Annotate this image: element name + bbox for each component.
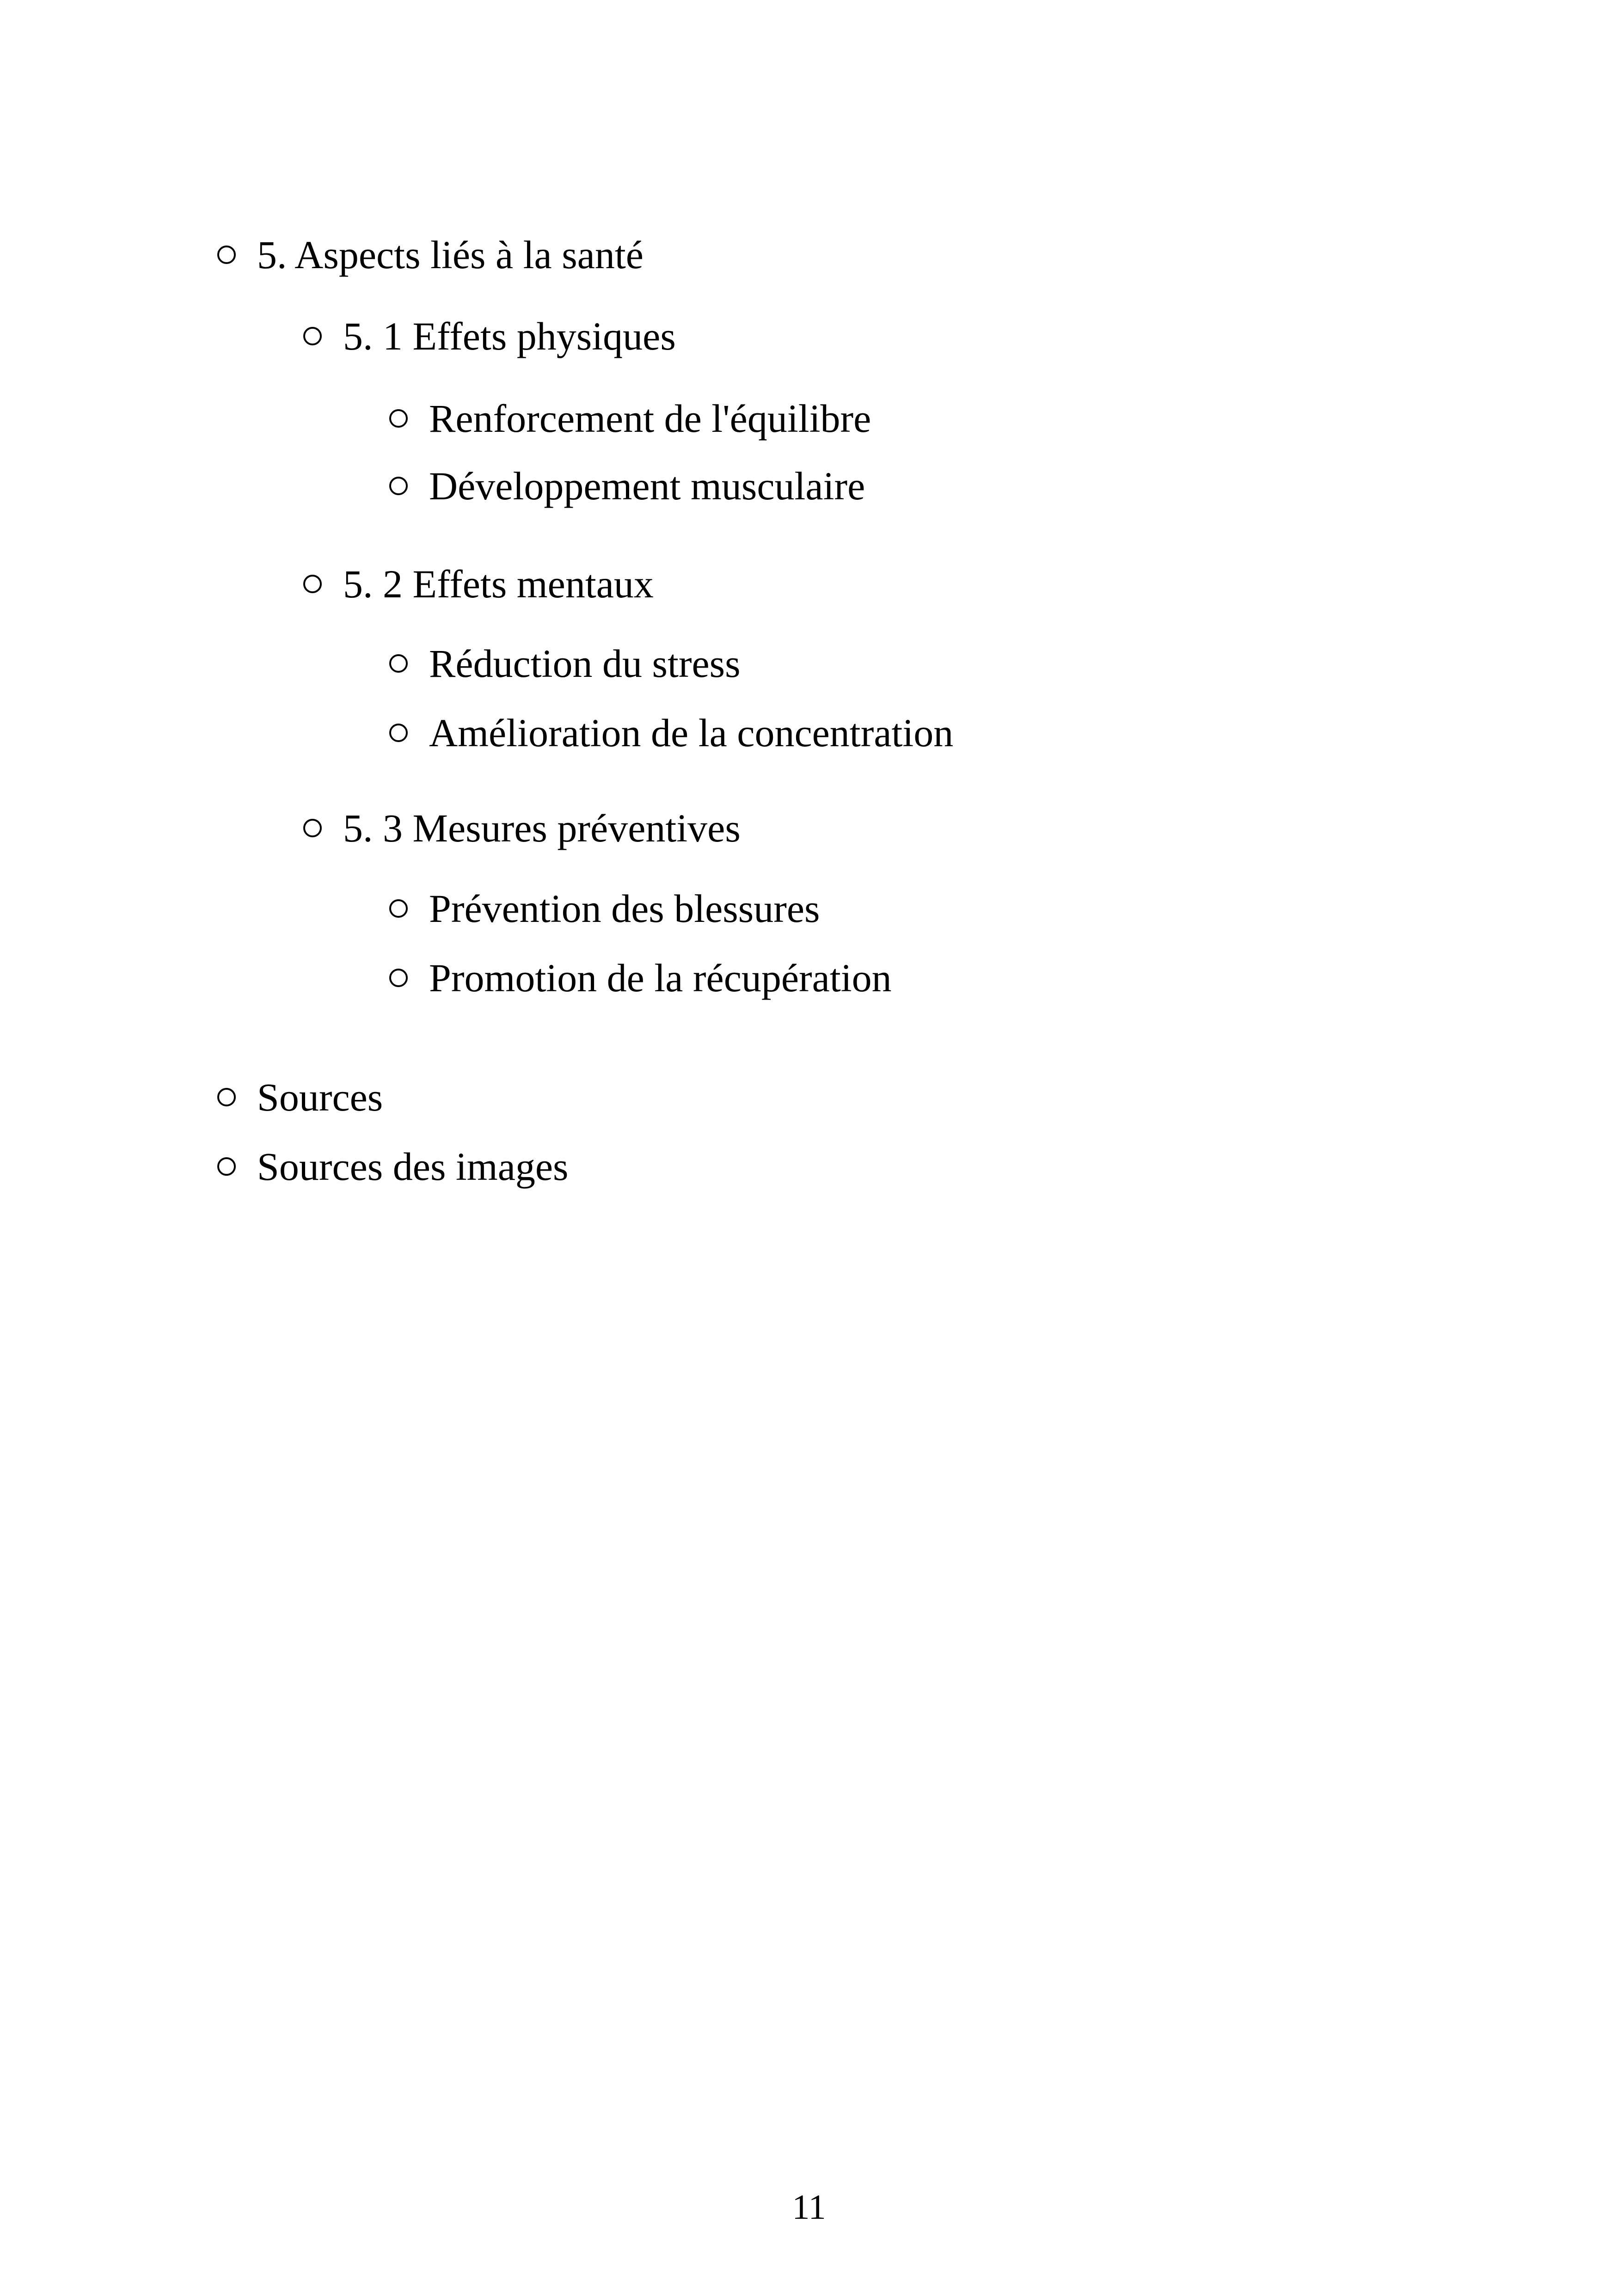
- toc-entry-label: Développement musculaire: [429, 464, 865, 508]
- toc-entry-label: Sources: [257, 1075, 383, 1119]
- toc-entry-mental-effects: [303, 564, 654, 604]
- toc-entry-label: 5. 1 Effets physiques: [343, 314, 676, 358]
- toc-entry-recovery: [389, 958, 892, 998]
- toc-entry-preventive-measures: [303, 808, 741, 848]
- toc-entry-injury-prevention: [389, 886, 820, 931]
- hollow-bullet-icon: [217, 1088, 236, 1106]
- toc-entry-concentration: [389, 713, 953, 753]
- toc-entry-sources: [217, 1077, 383, 1117]
- hollow-bullet-icon: [389, 899, 408, 918]
- hollow-bullet-icon: [389, 724, 408, 742]
- toc-entry-label: Amélioration de la concentration: [429, 711, 954, 755]
- hollow-bullet-icon: [217, 1157, 236, 1176]
- hollow-bullet-icon: [303, 327, 322, 345]
- toc-entry-balance: [389, 396, 871, 441]
- toc-entry-health: [217, 235, 644, 275]
- toc-entry-label: Réduction du stress: [429, 641, 741, 686]
- toc-entry-physical-effects: [303, 316, 676, 356]
- toc-entry-label: Renforcement de l'équilibre: [429, 396, 871, 441]
- hollow-bullet-icon: [389, 654, 408, 673]
- hollow-bullet-icon: [217, 246, 236, 264]
- hollow-bullet-icon: [303, 575, 322, 593]
- hollow-bullet-icon: [389, 477, 408, 495]
- toc-entry-label: Prévention des blessures: [429, 886, 820, 931]
- page-number: 11: [792, 2188, 826, 2227]
- toc-entry-label: 5. 3 Mesures préventives: [343, 806, 741, 850]
- toc-entry-label: 5. 2 Effets mentaux: [343, 562, 654, 606]
- hollow-bullet-icon: [303, 819, 322, 837]
- hollow-bullet-icon: [389, 409, 408, 428]
- toc-entry-label: Sources des images: [257, 1144, 569, 1189]
- toc-entry-label: 5. Aspects liés à la santé: [257, 233, 644, 277]
- toc-entry-image-sources: [217, 1144, 569, 1189]
- hollow-bullet-icon: [389, 969, 408, 987]
- toc-entry-stress: [389, 641, 741, 686]
- toc-entry-muscle: [389, 466, 865, 506]
- toc-entry-label: Promotion de la récupération: [429, 956, 892, 1000]
